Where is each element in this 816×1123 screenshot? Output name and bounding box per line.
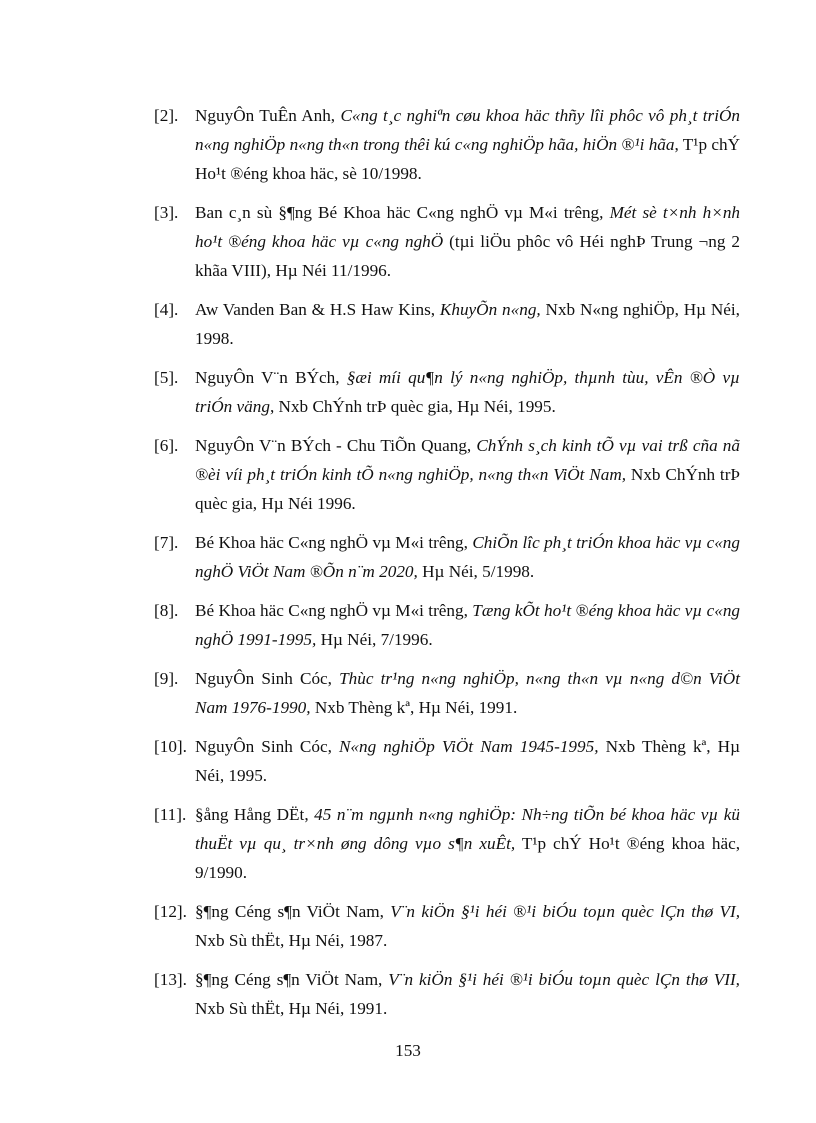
- reference-text: [195, 528, 740, 586]
- reference-title: 45 n¨m ngµnh n«ng nghiÖp: Nh÷ng tiÕn bé khoa häc vµ kü thuËt vµ qu¸ tr×nh øng dông vµo s¶n xuÊt,: [195, 805, 740, 853]
- reference-text: [195, 596, 740, 654]
- reference-publication: Hµ Néi, 7/1996.: [316, 630, 433, 649]
- reference-author: NguyÔn Sinh Cóc,: [195, 669, 340, 688]
- reference-author: §ång Hång DËt,: [195, 805, 315, 824]
- reference-title: ChiÕn lîc ph¸t triÓn khoa häc vµ c«ng nghÖ ViÖt Nam ®Õn n¨m 2020,: [195, 533, 740, 581]
- reference-item: [154, 897, 740, 955]
- reference-number: [7].: [154, 533, 179, 552]
- reference-number: [12].: [154, 902, 187, 921]
- reference-text: [195, 800, 740, 887]
- reference-text: [195, 198, 740, 285]
- reference-author: §¶ng Céng s¶n ViÖt Nam,: [195, 970, 389, 989]
- reference-title: ChÝnh s¸ch kinh tÕ vµ vai trß cña nã ®èi víi ph¸t triÓn kinh tÕ n«ng nghiÖp, n«ng th«n ViÖt Nam,: [195, 436, 740, 484]
- reference-publication: (tµi liÖu phôc vô Héi nghÞ Trung ¬ng 2 khãa VIII), Hµ Néi 11/1996.: [195, 232, 740, 280]
- reference-author: §¶ng Céng s¶n ViÖt Nam,: [195, 902, 391, 921]
- page-number: 153: [395, 1041, 421, 1060]
- reference-publication: Nxb Thèng kª, Hµ Néi, 1991.: [310, 698, 518, 717]
- reference-number: [2].: [154, 106, 179, 125]
- reference-number: [8].: [154, 601, 179, 620]
- reference-item: [154, 965, 740, 1023]
- reference-publication: Hµ Néi, 5/1998.: [417, 562, 535, 581]
- reference-author: Bé Khoa häc C«ng nghÖ vµ M«i trêng,: [195, 533, 473, 552]
- reference-text: [195, 295, 740, 353]
- reference-number: [10].: [154, 737, 187, 756]
- reference-number: [4].: [154, 300, 179, 319]
- reference-text: [195, 732, 740, 790]
- reference-number: [13].: [154, 970, 187, 989]
- reference-text: [195, 664, 740, 722]
- reference-title: N«ng nghiÖp ViÖt Nam 1945-1995,: [338, 737, 599, 756]
- reference-item: [154, 800, 740, 887]
- reference-publication: Nxb N«ng nghiÖp, Hµ Néi, 1998.: [195, 300, 740, 348]
- reference-title: C«ng t¸c nghiªn cøu khoa häc thñy lîi phôc vô ph¸t triÓn n«ng nghiÖp n«ng th«n trong thêi kú c«ng nghiÖp hãa, hiÖn ®¹i hãa: [195, 106, 740, 154]
- reference-author: Aw Vanden Ban & H.S Haw Kins,: [195, 300, 440, 319]
- reference-publication: Nxb ChÝnh trÞ quèc gia, Hµ Néi 1996.: [195, 465, 740, 513]
- reference-publication: , T¹p chÝ Ho¹t ®éng khoa häc, sè 10/1998.: [195, 135, 740, 183]
- reference-item: [154, 295, 740, 353]
- reference-title: Tæng kÕt ho¹t ®éng khoa häc vµ c«ng nghÖ 1991-1995,: [195, 601, 741, 649]
- reference-publication: Nxb Sù thËt, Hµ Néi, 1991.: [195, 999, 388, 1018]
- reference-title: KhuyÕn n«ng,: [439, 300, 541, 319]
- reference-author: NguyÔn V¨n BÝch,: [195, 368, 347, 387]
- reference-item: [154, 664, 740, 722]
- reference-publication: Nxb Sù thËt, Hµ Néi, 1987.: [195, 931, 388, 950]
- reference-item: [154, 596, 740, 654]
- reference-list: [154, 101, 740, 1033]
- reference-author: NguyÔn Sinh Cóc,: [195, 737, 339, 756]
- reference-publication: Nxb Thèng kª, Hµ Néi, 1995.: [195, 737, 740, 785]
- reference-title: Mét sè t×nh h×nh ho¹t ®éng khoa häc vµ c«ng nghÖ: [195, 203, 741, 251]
- reference-text: [195, 897, 740, 955]
- reference-author: Ban c¸n sù §¶ng Bé Khoa häc C«ng nghÖ vµ M«i trêng,: [195, 203, 610, 222]
- reference-text: [195, 431, 740, 518]
- reference-item: [154, 528, 740, 586]
- reference-number: [11].: [154, 805, 187, 824]
- reference-title: V¨n kiÖn §¹i héi ®¹i biÓu toµn quèc lÇn thø VII,: [388, 970, 740, 989]
- reference-title: §æi míi qu¶n lý n«ng nghiÖp, thµnh tùu, vÊn ®Ò vµ triÓn väng: [195, 368, 741, 416]
- reference-title: V¨n kiÖn §¹i héi ®¹i biÓu toµn quèc lÇn thø VI,: [390, 902, 740, 921]
- reference-text: [195, 965, 740, 1023]
- reference-text: [195, 101, 740, 188]
- reference-text: [195, 363, 740, 421]
- reference-item: [154, 431, 740, 518]
- reference-author: NguyÔn V¨n BÝch - Chu TiÕn Quang,: [195, 436, 477, 455]
- reference-author: Bé Khoa häc C«ng nghÖ vµ M«i trêng,: [195, 601, 473, 620]
- reference-author: NguyÔn TuÊn Anh,: [195, 106, 341, 125]
- reference-title: Thùc tr¹ng n«ng nghiÖp, n«ng th«n vµ n«ng d©n ViÖt Nam 1976-1990,: [195, 669, 740, 717]
- reference-number: [9].: [154, 669, 179, 688]
- reference-number: [6].: [154, 436, 179, 455]
- reference-number: [3].: [154, 203, 179, 222]
- reference-item: [154, 101, 740, 188]
- reference-item: [154, 732, 740, 790]
- reference-publication: , Nxb ChÝnh trÞ quèc gia, Hµ Néi, 1995.: [269, 397, 556, 416]
- reference-publication: T¹p chÝ Ho¹t ®éng khoa häc, 9/1990.: [195, 834, 740, 882]
- reference-number: [5].: [154, 368, 179, 387]
- reference-item: [154, 198, 740, 285]
- reference-item: [154, 363, 740, 421]
